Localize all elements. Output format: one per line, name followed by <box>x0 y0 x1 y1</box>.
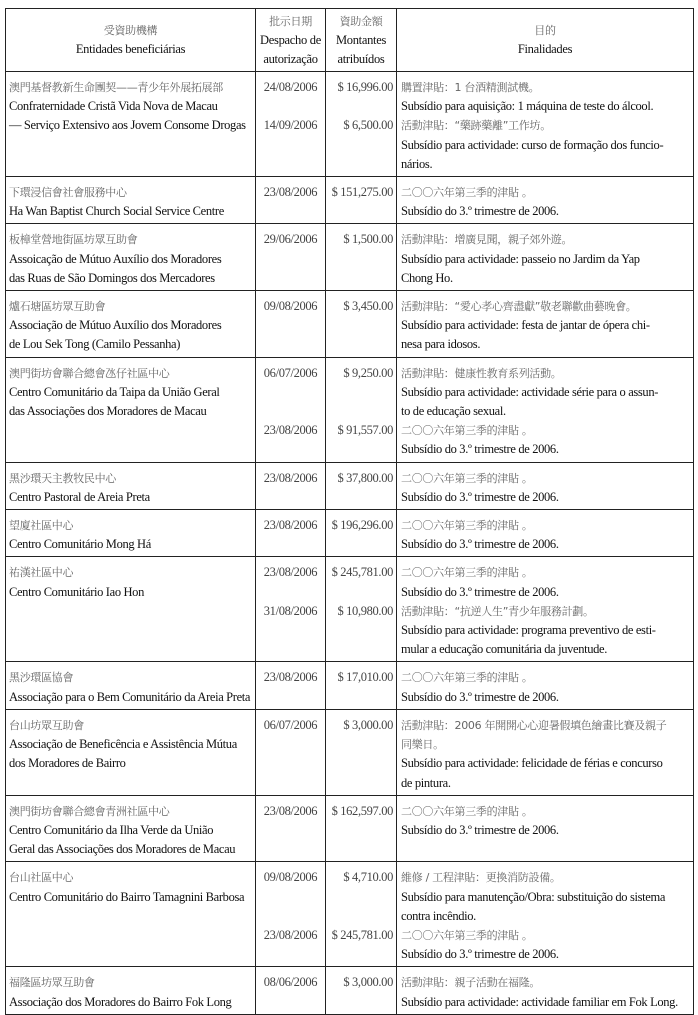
grant-entries <box>256 291 693 357</box>
entity-cell <box>6 967 256 1013</box>
entity-name-zh: 爐石塘區坊眾互助會 <box>9 300 106 314</box>
grant-entries <box>256 557 693 661</box>
purpose-zh: 維修 / 工程津貼：更換消防設備。 <box>401 871 561 885</box>
purpose <box>397 967 693 1013</box>
entity-name-zh: 澳門基督教新生命團契——青少年外展拓展部 <box>9 81 223 94</box>
amount: $ 162,597.00 <box>326 796 397 862</box>
authorization-date: 23/08/2006 <box>256 557 326 601</box>
table-row <box>6 463 693 510</box>
purpose-pt: Subsídio do 3.º trimestre de 2006. <box>401 689 559 704</box>
entity-name-zh: 澳門街坊會聯合總會青洲社區中心 <box>9 804 170 818</box>
table-row <box>6 72 693 177</box>
grant-entries <box>256 72 693 176</box>
amount: $ 3,450.00 <box>326 291 397 357</box>
grant-entries <box>256 862 693 966</box>
header-amount-pt2: atribuídos <box>337 51 385 66</box>
entity-name-zh: 望廈社區中心 <box>9 519 74 533</box>
purpose-zh: 二〇〇六年第三季的津貼 。 <box>401 186 533 200</box>
entity-name-pt: Associação para o Bem Comunitário da Areia Preta <box>9 689 251 704</box>
entity-cell <box>6 463 256 509</box>
grant-entry <box>256 967 693 1013</box>
authorization-date: 09/08/2006 <box>256 291 326 357</box>
entity-name-pt: Centro Comunitário Iao Hon <box>9 584 144 599</box>
header-date-pt2: autorização <box>263 51 318 66</box>
purpose <box>397 224 693 290</box>
header-entity <box>6 9 256 71</box>
purpose-zh: 二〇〇六年第三季的津貼 。 <box>401 804 533 818</box>
table-row <box>6 862 693 967</box>
purpose <box>397 291 693 357</box>
entity-name-zh: 黑沙環區協會 <box>9 671 74 685</box>
grant-entries <box>256 224 693 290</box>
amount: $ 10,980.00 <box>326 602 397 662</box>
entity-name-pt: Ha Wan Baptist Church Social Service Centre <box>9 204 224 219</box>
purpose <box>397 116 693 176</box>
grant-entry <box>256 557 693 601</box>
purpose-pt: Subsídio do 3.º trimestre de 2006. <box>401 822 559 837</box>
purpose-pt: Subsídio para actividade: passeio no Jardim da Yap Chong Ho. <box>401 251 640 285</box>
purpose-pt: Subsídio para actividade: felicidade de férias e concurso de pintura. <box>401 756 663 790</box>
authorization-date: 09/08/2006 <box>256 862 326 926</box>
amount: $ 151,275.00 <box>326 177 397 223</box>
header-purpose-zh: 目的 <box>534 24 556 37</box>
entity-name-zh: 台山坊眾互助會 <box>9 718 84 732</box>
entity-cell <box>6 510 256 556</box>
entity-name-zh: 板樟堂營地街區坊眾互助會 <box>9 233 138 247</box>
grant-entry <box>256 926 693 966</box>
purpose-zh: 活動津貼：增廣見聞，親子郊外遊。 <box>401 233 573 247</box>
header-date-zh: 批示日期 <box>269 14 312 28</box>
entity-cell <box>6 72 256 176</box>
purpose <box>397 177 693 223</box>
table-row <box>6 967 693 1014</box>
purpose-zh: 購置津貼：1 台酒精測試機。 <box>401 81 540 94</box>
table-row <box>6 796 693 863</box>
grant-entry <box>256 72 693 116</box>
grant-entries <box>256 710 693 795</box>
amount: $ 91,557.00 <box>326 421 397 461</box>
entity-cell <box>6 177 256 223</box>
purpose-zh: 活動津貼：健康性教育系列活動。 <box>401 366 562 380</box>
authorization-date: 06/07/2006 <box>256 358 326 422</box>
table-row <box>6 710 693 796</box>
amount: $ 245,781.00 <box>326 926 397 966</box>
grant-entry <box>256 291 693 357</box>
amount: $ 4,710.00 <box>326 862 397 926</box>
entity-name-pt: Centro Comunitário do Bairro Tamagnini Barbosa <box>9 889 245 904</box>
table-row <box>6 177 693 224</box>
table-body <box>6 72 693 1015</box>
purpose <box>397 796 693 862</box>
grant-entries <box>256 463 693 509</box>
purpose-zh: 二〇〇六年第三季的津貼 。 <box>401 519 533 533</box>
authorization-date: 23/08/2006 <box>256 796 326 862</box>
purpose <box>397 602 693 662</box>
entity-name-pt: Associação de Beneficência e Assistência Mútua dos Moradores de Bairro <box>9 737 237 771</box>
purpose-zh: 活動津貼：2006 年開開心心迎暑假填色繪畫比賽及親子 同樂日。 <box>401 718 667 752</box>
purpose <box>397 710 693 795</box>
entity-name-zh: 台山社區中心 <box>9 871 74 885</box>
authorization-date: 14/09/2006 <box>256 116 326 176</box>
header-purpose <box>397 9 693 71</box>
entity-name-pt: Associação de Mútuo Auxílio dos Moradores de Lou Sek Tong (Camilo Pessanha) <box>9 318 222 352</box>
header-date-pt1: Despacho de <box>260 32 321 47</box>
purpose-zh: 活動津貼：“愛心孝心齊盡獻”敬老聯歡曲藝晚會。 <box>401 300 637 314</box>
header-purpose-pt: Finalidades <box>517 42 573 56</box>
amount: $ 17,010.00 <box>326 662 397 708</box>
grant-entries <box>256 967 693 1013</box>
authorization-date: 23/08/2006 <box>256 926 326 966</box>
entity-name-pt: Centro Pastoral de Areia Preta <box>9 489 150 504</box>
entity-cell <box>6 662 256 708</box>
purpose-pt: Subsídio para manutenção/Obra: substituição do sistema contra incêndio. <box>401 889 666 923</box>
purpose <box>397 421 693 461</box>
purpose-zh: 二〇〇六年第三季的津貼 。 <box>401 424 533 438</box>
header-date <box>256 9 326 71</box>
grant-entry <box>256 510 693 556</box>
purpose <box>397 557 693 601</box>
entity-name-pt: Confraternidade Cristã Vida Nova de Macau — Serviço Extensivo aos Jovem Consome Drogas <box>9 99 246 133</box>
table-row <box>6 358 693 463</box>
purpose-zh: 二〇〇六年第三季的津貼 。 <box>401 471 533 485</box>
authorization-date: 08/06/2006 <box>256 967 326 1013</box>
grant-entry <box>256 224 693 290</box>
entity-cell <box>6 796 256 862</box>
authorization-date: 06/07/2006 <box>256 710 326 795</box>
amount: $ 3,000.00 <box>326 710 397 795</box>
table-header <box>6 9 693 72</box>
grant-entries <box>256 177 693 223</box>
authorization-date: 23/08/2006 <box>256 463 326 509</box>
purpose-zh: 活動津貼：親子活動在福隆。 <box>401 976 541 990</box>
amount: $ 245,781.00 <box>326 557 397 601</box>
grant-entry <box>256 662 693 708</box>
entity-name-pt: Assoicação de Mútuo Auxílio dos Moradores das Ruas de São Domingos dos Mercadores <box>9 251 222 285</box>
entity-name-pt: Associação dos Moradores do Bairro Fok Long <box>9 994 232 1009</box>
entity-name-zh: 澳門街坊會聯合總會氹仔社區中心 <box>9 366 170 380</box>
entity-cell <box>6 710 256 795</box>
purpose-pt: Subsídio para actividade: actividade série para o assun- to de educação sexual. <box>401 384 659 419</box>
entity-name-zh: 福隆區坊眾互助會 <box>9 976 95 990</box>
authorization-date: 23/08/2006 <box>256 510 326 556</box>
entity-cell <box>6 862 256 966</box>
purpose-pt: Subsídio para aquisição: 1 máquina de teste do álcool. <box>401 99 654 114</box>
grant-entries <box>256 662 693 708</box>
purpose <box>397 862 693 926</box>
entity-cell <box>6 358 256 462</box>
purpose-pt: Subsídio para actividade: actividade familiar em Fok Long. <box>401 994 678 1009</box>
grant-entry <box>256 602 693 662</box>
purpose-zh: 活動津貼：“藥跡藥離”工作坊。 <box>401 119 551 133</box>
purpose-pt: Subsídio para actividade: festa de jantar de ópera chi- nesa para idosos. <box>401 318 650 352</box>
purpose-zh: 二〇〇六年第三季的津貼 。 <box>401 566 533 580</box>
purpose <box>397 926 693 966</box>
table-row <box>6 291 693 358</box>
purpose-pt: Subsídio do 3.º trimestre de 2006. <box>401 537 559 552</box>
header-amount-pt1: Montantes <box>335 32 387 47</box>
amount: $ 196,296.00 <box>326 510 397 556</box>
table-row <box>6 510 693 557</box>
purpose <box>397 72 693 116</box>
entity-name-pt: Centro Comunitário Mong Há <box>9 537 151 552</box>
grant-entry <box>256 421 693 461</box>
purpose <box>397 662 693 708</box>
purpose <box>397 510 693 556</box>
grant-entry <box>256 710 693 795</box>
entity-name-pt: Centro Comunitário da Taipa da União Geral das Associações dos Moradores de Macau <box>9 384 220 419</box>
entity-name-zh: 下環浸信會社會服務中心 <box>9 186 127 200</box>
purpose-pt: Subsídio do 3.º trimestre de 2006. <box>401 584 559 599</box>
table-row <box>6 662 693 709</box>
entity-cell <box>6 224 256 290</box>
header-amount-zh: 資助金額 <box>339 14 383 28</box>
entity-name-zh: 祐漢社區中心 <box>9 566 74 580</box>
purpose <box>397 463 693 509</box>
grant-entry <box>256 177 693 223</box>
subsidy-table <box>5 8 694 1015</box>
grant-entry <box>256 796 693 862</box>
authorization-date: 23/08/2006 <box>256 421 326 461</box>
purpose-pt: Subsídio do 3.º trimestre de 2006. <box>401 489 559 504</box>
amount: $ 6,500.00 <box>326 116 397 176</box>
header-amount <box>326 9 397 71</box>
authorization-date: 31/08/2006 <box>256 602 326 662</box>
grant-entries <box>256 510 693 556</box>
purpose-pt: Subsídio para actividade: curso de formação dos funcio- nários. <box>401 137 664 171</box>
entity-name-zh: 黑沙環天主教牧民中心 <box>9 471 116 485</box>
purpose-pt: Subsídio do 3.º trimestre de 2006. <box>401 204 559 219</box>
grant-entries <box>256 796 693 862</box>
amount: $ 16,996.00 <box>326 72 397 116</box>
purpose-pt: Subsídio do 3.º trimestre de 2006. <box>401 947 559 962</box>
purpose-pt: Subsídio para actividade: programa preventivo de esti- mular a educação comunitária da juventude. <box>401 623 656 657</box>
grant-entry <box>256 463 693 509</box>
entity-cell <box>6 291 256 357</box>
grant-entries <box>256 358 693 462</box>
grant-entry <box>256 116 693 176</box>
authorization-date: 24/08/2006 <box>256 72 326 116</box>
purpose <box>397 358 693 422</box>
amount: $ 37,800.00 <box>326 463 397 509</box>
grant-entry <box>256 358 693 422</box>
purpose-zh: 活動津貼：“抗逆人生”青少年服務計劃。 <box>401 604 594 618</box>
entity-name-pt: Centro Comunitário da Ilha Verde da União Geral das Associações dos Moradores de Macau <box>9 822 236 857</box>
header-entity-zh: 受資助機構 <box>103 24 158 37</box>
amount: $ 1,500.00 <box>326 224 397 290</box>
header-entity-pt: Entidades beneficiárias <box>75 42 186 56</box>
amount: $ 3,000.00 <box>326 967 397 1013</box>
purpose-zh: 二〇〇六年第三季的津貼 。 <box>401 671 533 685</box>
grant-entry <box>256 862 693 926</box>
entity-cell <box>6 557 256 661</box>
authorization-date: 23/08/2006 <box>256 662 326 708</box>
authorization-date: 23/08/2006 <box>256 177 326 223</box>
purpose-pt: Subsídio do 3.º trimestre de 2006. <box>401 442 559 457</box>
table-row <box>6 557 693 662</box>
table-row <box>6 224 693 291</box>
amount: $ 9,250.00 <box>326 358 397 422</box>
authorization-date: 29/06/2006 <box>256 224 326 290</box>
purpose-zh: 二〇〇六年第三季的津貼 。 <box>401 928 533 942</box>
